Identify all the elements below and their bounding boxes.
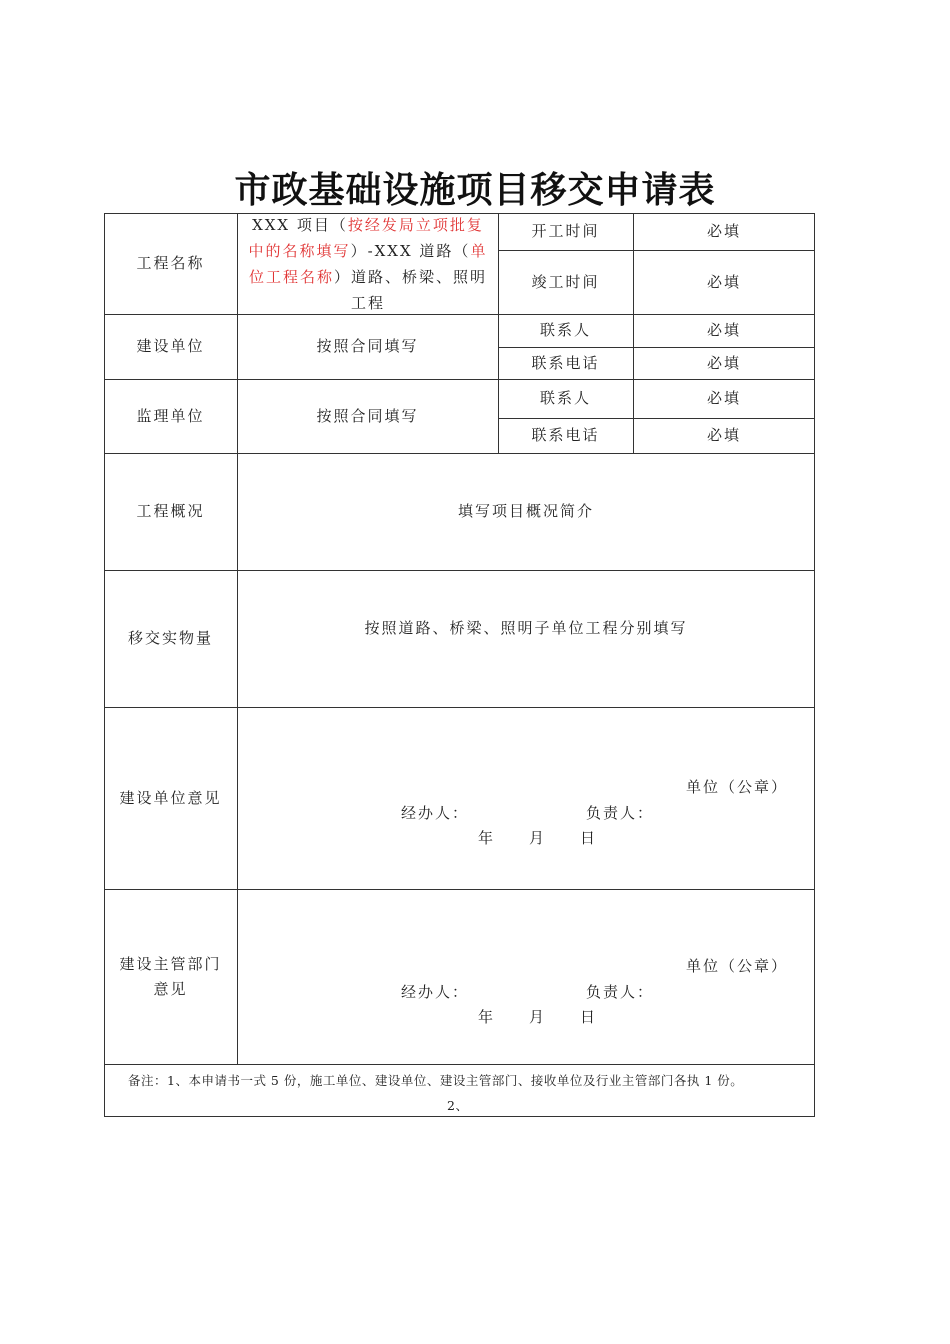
dept-opinion-date: 年 月 日 [478, 1008, 598, 1026]
application-form-table [104, 213, 815, 1117]
dept-opinion-label-line2: 意见 [153, 979, 188, 998]
completion-time-label: 竣工时间 [531, 272, 600, 291]
project-name-text [246, 212, 490, 316]
quantity-label: 移交实物量 [127, 629, 213, 647]
supervisor-value: 按照合同填写 [316, 406, 419, 425]
border-bottom [104, 1116, 815, 1117]
project-name-value [242, 213, 494, 314]
quantity-value: 按照道路、桥梁、照明子单位工程分别填写 [364, 619, 688, 637]
project-name-segment: XXX 项目（ [252, 215, 348, 234]
builder-value: 按照合同填写 [316, 337, 419, 355]
dept-opinion-handler: 经办人： [401, 983, 470, 1001]
supervisor-phone-label: 联系电话 [531, 426, 600, 444]
dept-opinion-chief: 负责人： [586, 983, 655, 1001]
form-title: 市政基础设施项目移交申请表 [234, 169, 716, 211]
builder-opinion-date: 年 月 日 [478, 829, 598, 847]
supervisor-phone-value: 必填 [706, 426, 741, 444]
supervisor-contact-label: 联系人 [539, 389, 591, 407]
dept-opinion-label-line1: 建设主管部门 [119, 954, 222, 973]
dept-opinion-label [104, 889, 237, 1064]
builder-opinion-seal: 单位（公章） [686, 778, 789, 796]
builder-opinion-handler: 经办人： [401, 804, 470, 822]
project-name-segment: ）-XXX 道路（ [350, 241, 471, 260]
builder-label: 建设单位 [136, 337, 205, 355]
supervisor-label: 监理单位 [136, 406, 205, 425]
builder-opinion-label: 建设单位意见 [119, 788, 222, 807]
supervisor-contact-value: 必填 [706, 389, 741, 407]
project-name-segment: ）道路、桥梁、照明工程 [334, 267, 488, 312]
builder-contact-value: 必填 [706, 321, 741, 339]
remarks-line2: 2、 [447, 1098, 469, 1113]
start-time-label: 开工时间 [531, 222, 600, 240]
project-name-instruction: 按经发局立项批复中的名称填写 [248, 215, 484, 260]
project-name-instruction: 单位工程名称 [248, 241, 488, 286]
overview-label: 工程概况 [136, 502, 205, 520]
overview-value: 填写项目概况简介 [457, 502, 594, 520]
builder-opinion-chief: 负责人： [586, 804, 655, 822]
builder-phone-value: 必填 [706, 353, 741, 372]
rule [104, 1064, 815, 1065]
remarks-line1: 备注：1、本申请书一式 5 份，施工单位、建设单位、建设主管部门、接收单位及行业主管部门各执 1 份。 [128, 1073, 744, 1088]
project-name-label: 工程名称 [136, 254, 205, 272]
dept-opinion-seal: 单位（公章） [686, 957, 789, 975]
completion-time-value: 必填 [706, 272, 741, 291]
builder-contact-label: 联系人 [539, 321, 591, 339]
start-time-value: 必填 [706, 222, 741, 240]
builder-phone-label: 联系电话 [531, 353, 600, 372]
